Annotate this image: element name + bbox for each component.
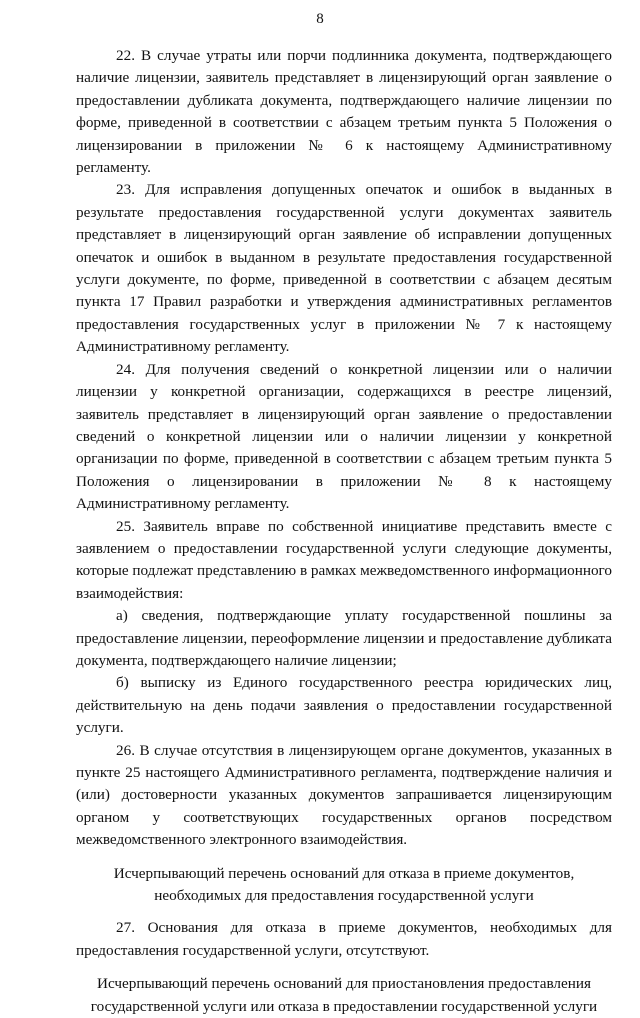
paragraph-22: 22. В случае утраты или порчи подлинника документа, подтверждающего наличие лицензии, заявитель представляет в лицензирующий орган заявление о предоставлении дубликата документа, подтверждающего наличие лицензии по форме, приведенной в соответствии с абзацем третьим пункта 5 Положения о лицензировании в приложении № 6 к настоящему Административному регламенту. xyxy=(76,47,612,177)
section-heading-suspension-refusal: Исчерпывающий перечень оснований для приостановления предоставления государственной услуги или отказа в предоставлении государственной услуги xyxy=(90,975,598,1015)
paragraph-25: 25. Заявитель вправе по собственной инициативе представить вместе с заявлением о предоставлении государственной услуги следующие документы, которые подлежат представлению в рамках межведомственного информационного взаимодействия: xyxy=(76,517,612,602)
paragraph-26: 26. В случае отсутствия в лицензирующем органе документов, указанных в пункте 25 настоящего Административного регламента, подтверждение наличия и (или) достоверности указанных документов запрашивается лицензирующим органом у соответствующих государственных органов посредством межведомственного электронного взаимодействия. xyxy=(76,741,612,849)
paragraph-23: 23. Для исправления допущенных опечаток и ошибок в выданных в результате предоставления государственной услуги документах заявитель представляет в лицензирующий орган заявление об исправлении допущенных опечаток и ошибок в выданном в результате предоставления государственной услуги документе, по форме, приведенной в соответствии с абзацем десятым пункта 17 Правил разработки и утверждения административных регламентов предоставления государственных услуг в приложении № 7 к настоящему Административному регламенту. xyxy=(76,181,612,356)
paragraph-25-item-a: а) сведения, подтверждающие уплату государственной пошлины за предоставление лицензии, переоформление лицензии и предоставление дубликата документа, подтверждающего наличие лицензии; xyxy=(76,607,612,669)
paragraph-27: 27. Основания для отказа в приеме документов, необходимых для предоставления государственной услуги, отсутствуют. xyxy=(76,919,612,959)
paragraph-24: 24. Для получения сведений о конкретной лицензии или о наличии лицензии у конкретной организации, содержащихся в реестре лицензий, заявитель представляет в лицензирующий орган заявление о предоставлении сведений о конкретной лицензии или о наличии лицензии у конкретной организации по форме, приведенной в соответствии с абзацем третьим пункта 5 Положения о лицензировании в приложении № 8 к настоящему Административному регламенту. xyxy=(76,360,612,513)
section-heading-refusal-acceptance: Исчерпывающий перечень оснований для отказа в приеме документов, необходимых для предоставления государственной услуги xyxy=(113,864,575,905)
paragraph-25-item-b: б) выписку из Единого государственного реестра юридических лиц, действительную на день подачи заявления о предоставлении государственной услуги. xyxy=(76,674,612,737)
document-body xyxy=(76,45,612,1018)
page-number: 8 xyxy=(316,11,324,27)
